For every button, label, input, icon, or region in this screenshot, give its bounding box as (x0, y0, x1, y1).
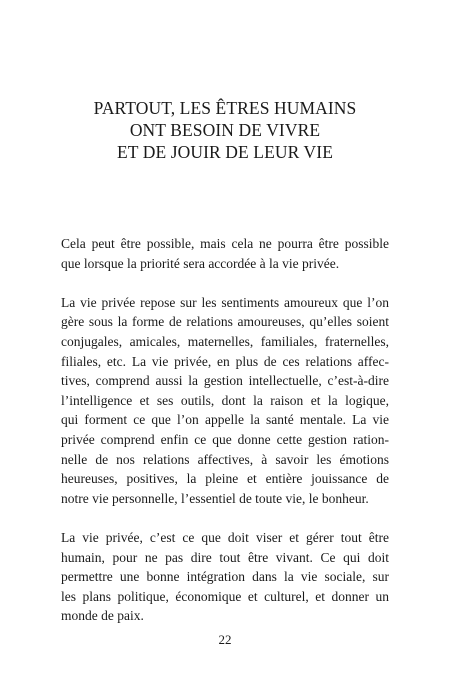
text-line: conjugales, amicales, maternelles, familiales, fraternelles, (61, 333, 389, 349)
text-line: monde de paix. (61, 608, 144, 624)
body-text (61, 234, 389, 645)
text-line: La vie privée, c’est ce que doit viser et gérer tout être (61, 529, 389, 545)
text-line: l’intelligence et ses outils, dont la raison et la logique, (61, 392, 389, 408)
text-line: nelle de nos relations affectives, à savoir les émotions (61, 451, 389, 467)
paragraph (61, 293, 389, 509)
text-line: privée comprend enfin ce que donne cette gestion ration- (61, 431, 389, 447)
paragraph (61, 528, 389, 626)
chapter-title-line: ET DE JOUIR DE LEUR VIE (116, 142, 333, 162)
text-line: Cela peut être possible, mais cela ne pourra être possible (61, 236, 389, 251)
chapter-title-line: ONT BESOIN DE VIVRE (129, 120, 321, 140)
text-line: les plans politique, économique et culturel, et donner un (61, 588, 389, 604)
chapter-title-line: PARTOUT, LES ÊTRES HUMAINS (93, 98, 357, 118)
text-line: humain, pour ne pas dire tout être vivant. Ce qui doit (61, 549, 389, 565)
chapter-title (60, 97, 390, 163)
text-line: permettre une bonne intégration dans la vie sociale, sur (61, 569, 389, 585)
page-number: 22 (218, 632, 232, 647)
text-line: heureuses, positives, la pleine et entière jouissance de (61, 471, 389, 487)
text-line: La vie privée repose sur les sentiments amoureux que l’on (61, 294, 389, 310)
text-line: que lorsque la priorité sera accordée à la vie privée. (61, 255, 340, 271)
text-line: tives, comprend aussi la gestion intellectuelle, c’est-à-dire (61, 373, 389, 389)
text-line: filiales, etc. La vie privée, en plus de ces relations affec- (61, 353, 389, 369)
text-line: qui forment ce que l’on appelle la santé mentale. La vie (61, 412, 389, 428)
paragraph (61, 234, 389, 273)
text-line: notre vie personnelle, l’essentiel de toute vie, le bonheur. (61, 490, 369, 506)
text-line: gère sous la forme de relations amoureuses, qu’elles soient (61, 314, 389, 330)
